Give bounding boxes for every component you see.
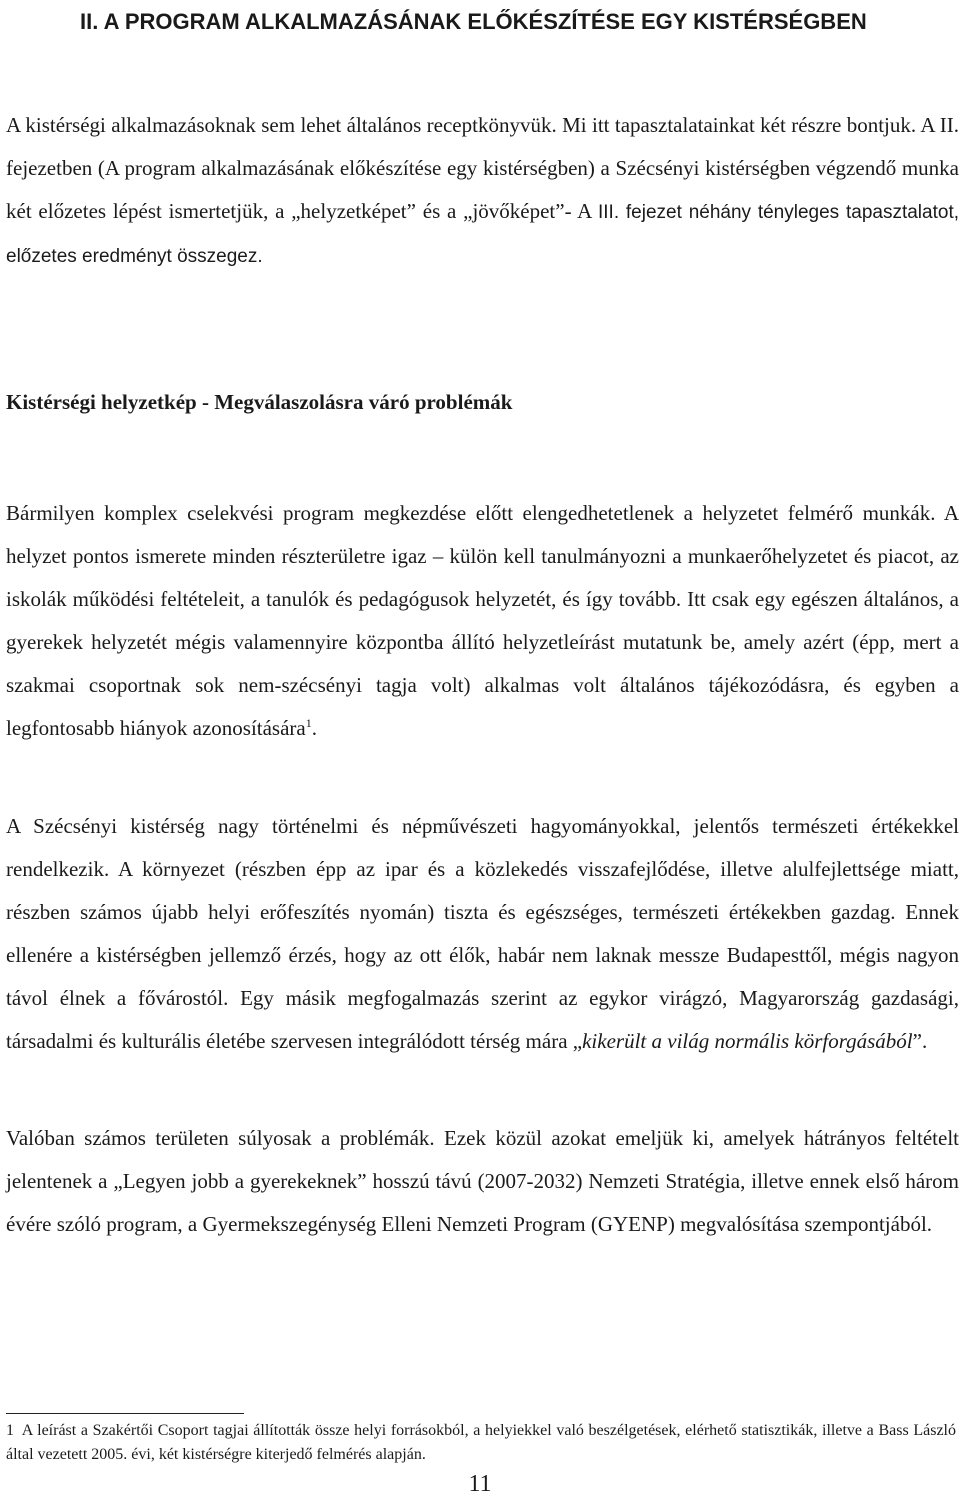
footnote bbox=[6, 1419, 956, 1467]
footnote-text: A leírást a Szakértői Csoport tagjai állították össze helyi forrásokból, a helyiekkel való beszélgetések, elérhető statisztikák, illetve a Bass László által vezetett 2005. évi, két kistérségre kiterjedő felmérés alapján. bbox=[6, 1422, 956, 1463]
footnote-separator bbox=[6, 1413, 244, 1414]
footnote-number: 1 bbox=[6, 1422, 14, 1439]
situation-text: Bármilyen komplex cselekvési program megkezdése előtt elengedhetetlenek a helyzetet felmérő munkák. A helyzet pontos ismerete minden részterületre igaz – külön kell tanulmányozni a munkaerőhelyzetet és piacot, az iskolák működési feltételeit, a tanulók és pedagógusok helyzetét, és így tovább. Itt csak egy egészen általános, a gyerekek helyzetét mégis valamennyire központba állító helyzetleírást mutatunk be, amely azért (épp, mert a szakmai csoportnak sok nem-szécsényi tagja volt) alkalmas volt általános tájékozódásra, és egyben a legfontosabb hiányok azonosítására bbox=[6, 501, 959, 740]
intro-text-continued: III. fejezet néhány tényleges tapasztalatot, előzetes eredményt összegez. bbox=[6, 202, 960, 267]
region-paragraph bbox=[6, 805, 959, 1063]
situation-paragraph bbox=[6, 492, 959, 750]
region-text-end: ”. bbox=[912, 1029, 928, 1053]
situation-text-end: . bbox=[311, 716, 317, 740]
section-heading: Kistérségi helyzetkép - Megválaszolásra váró problémák bbox=[6, 390, 513, 414]
region-quote: kikerült a világ normális körforgásából bbox=[582, 1029, 913, 1053]
chapter-title: II. A PROGRAM ALKALMAZÁSÁNAK ELŐKÉSZÍTÉSE EGY KISTÉRSÉGBEN bbox=[80, 9, 867, 34]
intro-text: A kistérségi alkalmazásoknak sem lehet általános receptkönyvük. Mi itt tapasztalatainkat két részre bontjuk. A II. fejezetben (A program alkalmazásának előkészítése egy kistérségben) a Szécsényi kistérségben végzendő munka két előzetes lépést ismertetjük, a „helyzetképet” és a „jövőképet”- A bbox=[6, 113, 959, 223]
problems-paragraph: Valóban számos területen súlyosak a problémák. Ezek közül azokat emeljük ki, amelyek hátrányos feltételt jelentenek a „Legyen jobb a gyerekeknek” hosszú távú (2007-2032) Nemzeti Stratégia, illetve ennek első három évére szóló program, a Gyermekszegénység Elleni Nemzeti Program (GYENP) megvalósítása szempontjából. bbox=[6, 1126, 959, 1236]
footnote-reference: 1 bbox=[305, 716, 312, 730]
page-number: 11 bbox=[468, 1471, 492, 1497]
region-text: A Szécsényi kistérség nagy történelmi és népművészeti hagyományokkal, jelentős természeti értékekkel rendelkezik. A környezet (részben épp az ipar és a közlekedés visszafejlődése, illetve alulfejlettsége miatt, részben számos újabb helyi erőfeszítés nyomán) tiszta és egészséges, természeti értékekben gazdag. Ennek ellenére a kistérségben jellemző érzés, hogy az ott élők, habár nem laknak messze Budapesttől, mégis nagyon távol élnek a fővárostól. Egy másik megfogalmazás szerint az egykor virágzó, Magyarország gazdasági, társadalmi és kulturális életébe szervesen integrálódott térség mára „ bbox=[6, 814, 959, 1053]
intro-paragraph bbox=[6, 104, 959, 278]
